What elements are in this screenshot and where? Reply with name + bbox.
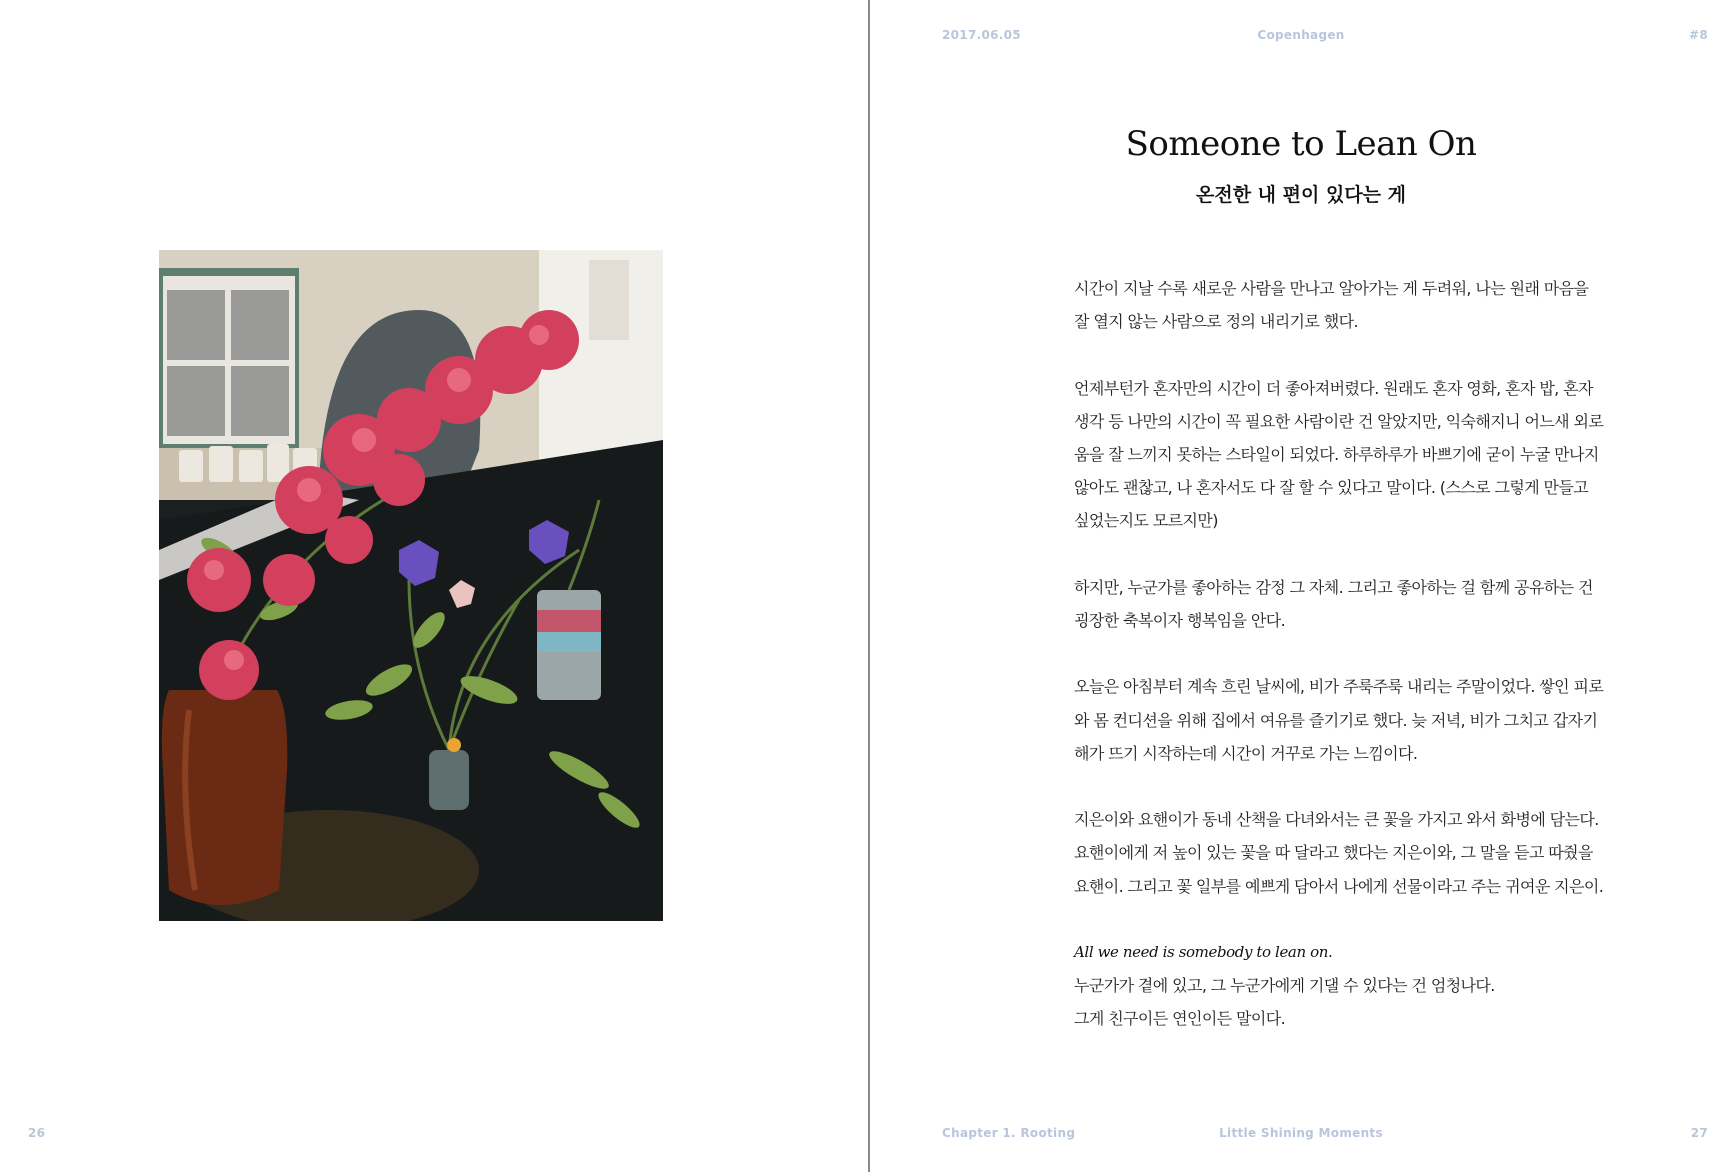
paragraph: 언제부턴가 혼자만의 시간이 더 좋아져버렸다. 원래도 혼자 영화, 혼자 밥, 혼자 생각 등 나만의 시간이 꼭 필요한 사람이란 건 알았지만, 익숙해지니 어느새 외로움을 잘 느끼지 못하는 스타일이 되었다. 하루하루가 바쁘기에 굳이 누굴 만나지 않아도 괜찮고, 나 혼자서도 다 잘 할 수 있다고 말이다. (스스로 그렇게 만들고 싶었는지도 모르지만) [1074,378,1604,531]
paragraph: 시간이 지날 수록 새로운 사람을 만나고 알아가는 게 두려워, 나는 원래 마음을 잘 열지 않는 사람으로 정의 내리기로 했다. [1074,279,1589,332]
page-title: Someone to Lean On [1125,124,1477,164]
paragraph: 하지만, 누군가를 좋아하는 감정 그 자체. 그리고 좋아하는 걸 함께 공유하는 건 굉장한 축복이자 행복임을 안다. [1074,577,1593,630]
closing-block [1074,936,1604,1036]
english-quote: All we need is somebody to lean on. [1074,942,1333,961]
right-page [870,0,1732,1172]
page-subtitle: 온전한 내 편이 있다는 게 [1196,184,1406,206]
photo-illustration [159,250,663,921]
footer-book-title: Little Shining Moments [1219,1126,1383,1140]
closing-line: 누군가가 곁에 있고, 그 누군가에게 기댈 수 있다는 건 엄청나다. [1074,976,1495,996]
entry-location: Copenhagen [1257,28,1345,42]
closing-line: 그게 친구이든 연인이든 말이다. [1074,1009,1286,1029]
entry-date: 2017.06.05 [942,28,1021,42]
paragraph: 지은이와 요핸이가 동네 산책을 다녀와서는 큰 꽃을 가지고 와서 화병에 담는다. 요핸이에게 저 높이 있는 꽃을 따 달라고 했다는 지은이와, 그 말을 듣고 따줬을 요핸이. 그리고 꽃 일부를 예쁘게 담아서 나에게 선물이라고 주는 귀여운 지은이. [1074,810,1604,896]
entry-number: #8 [1688,28,1708,42]
paragraph: 오늘은 아침부터 계속 흐린 날씨에, 비가 주룩주룩 내리는 주말이었다. 쌓인 피로와 몸 컨디션을 위해 집에서 여유를 즐기기로 했다. 늦 저녁, 비가 그치고 갑자기 해가 뜨기 시작하는데 시간이 거꾸로 가는 느낌이다. [1074,677,1604,763]
right-page-number: 27 [1690,1126,1708,1140]
left-page-number: 26 [28,1126,46,1140]
flower-vase-photo [159,250,663,921]
essay-body [1074,272,1604,1036]
footer-chapter: Chapter 1. Rooting [942,1126,1076,1140]
